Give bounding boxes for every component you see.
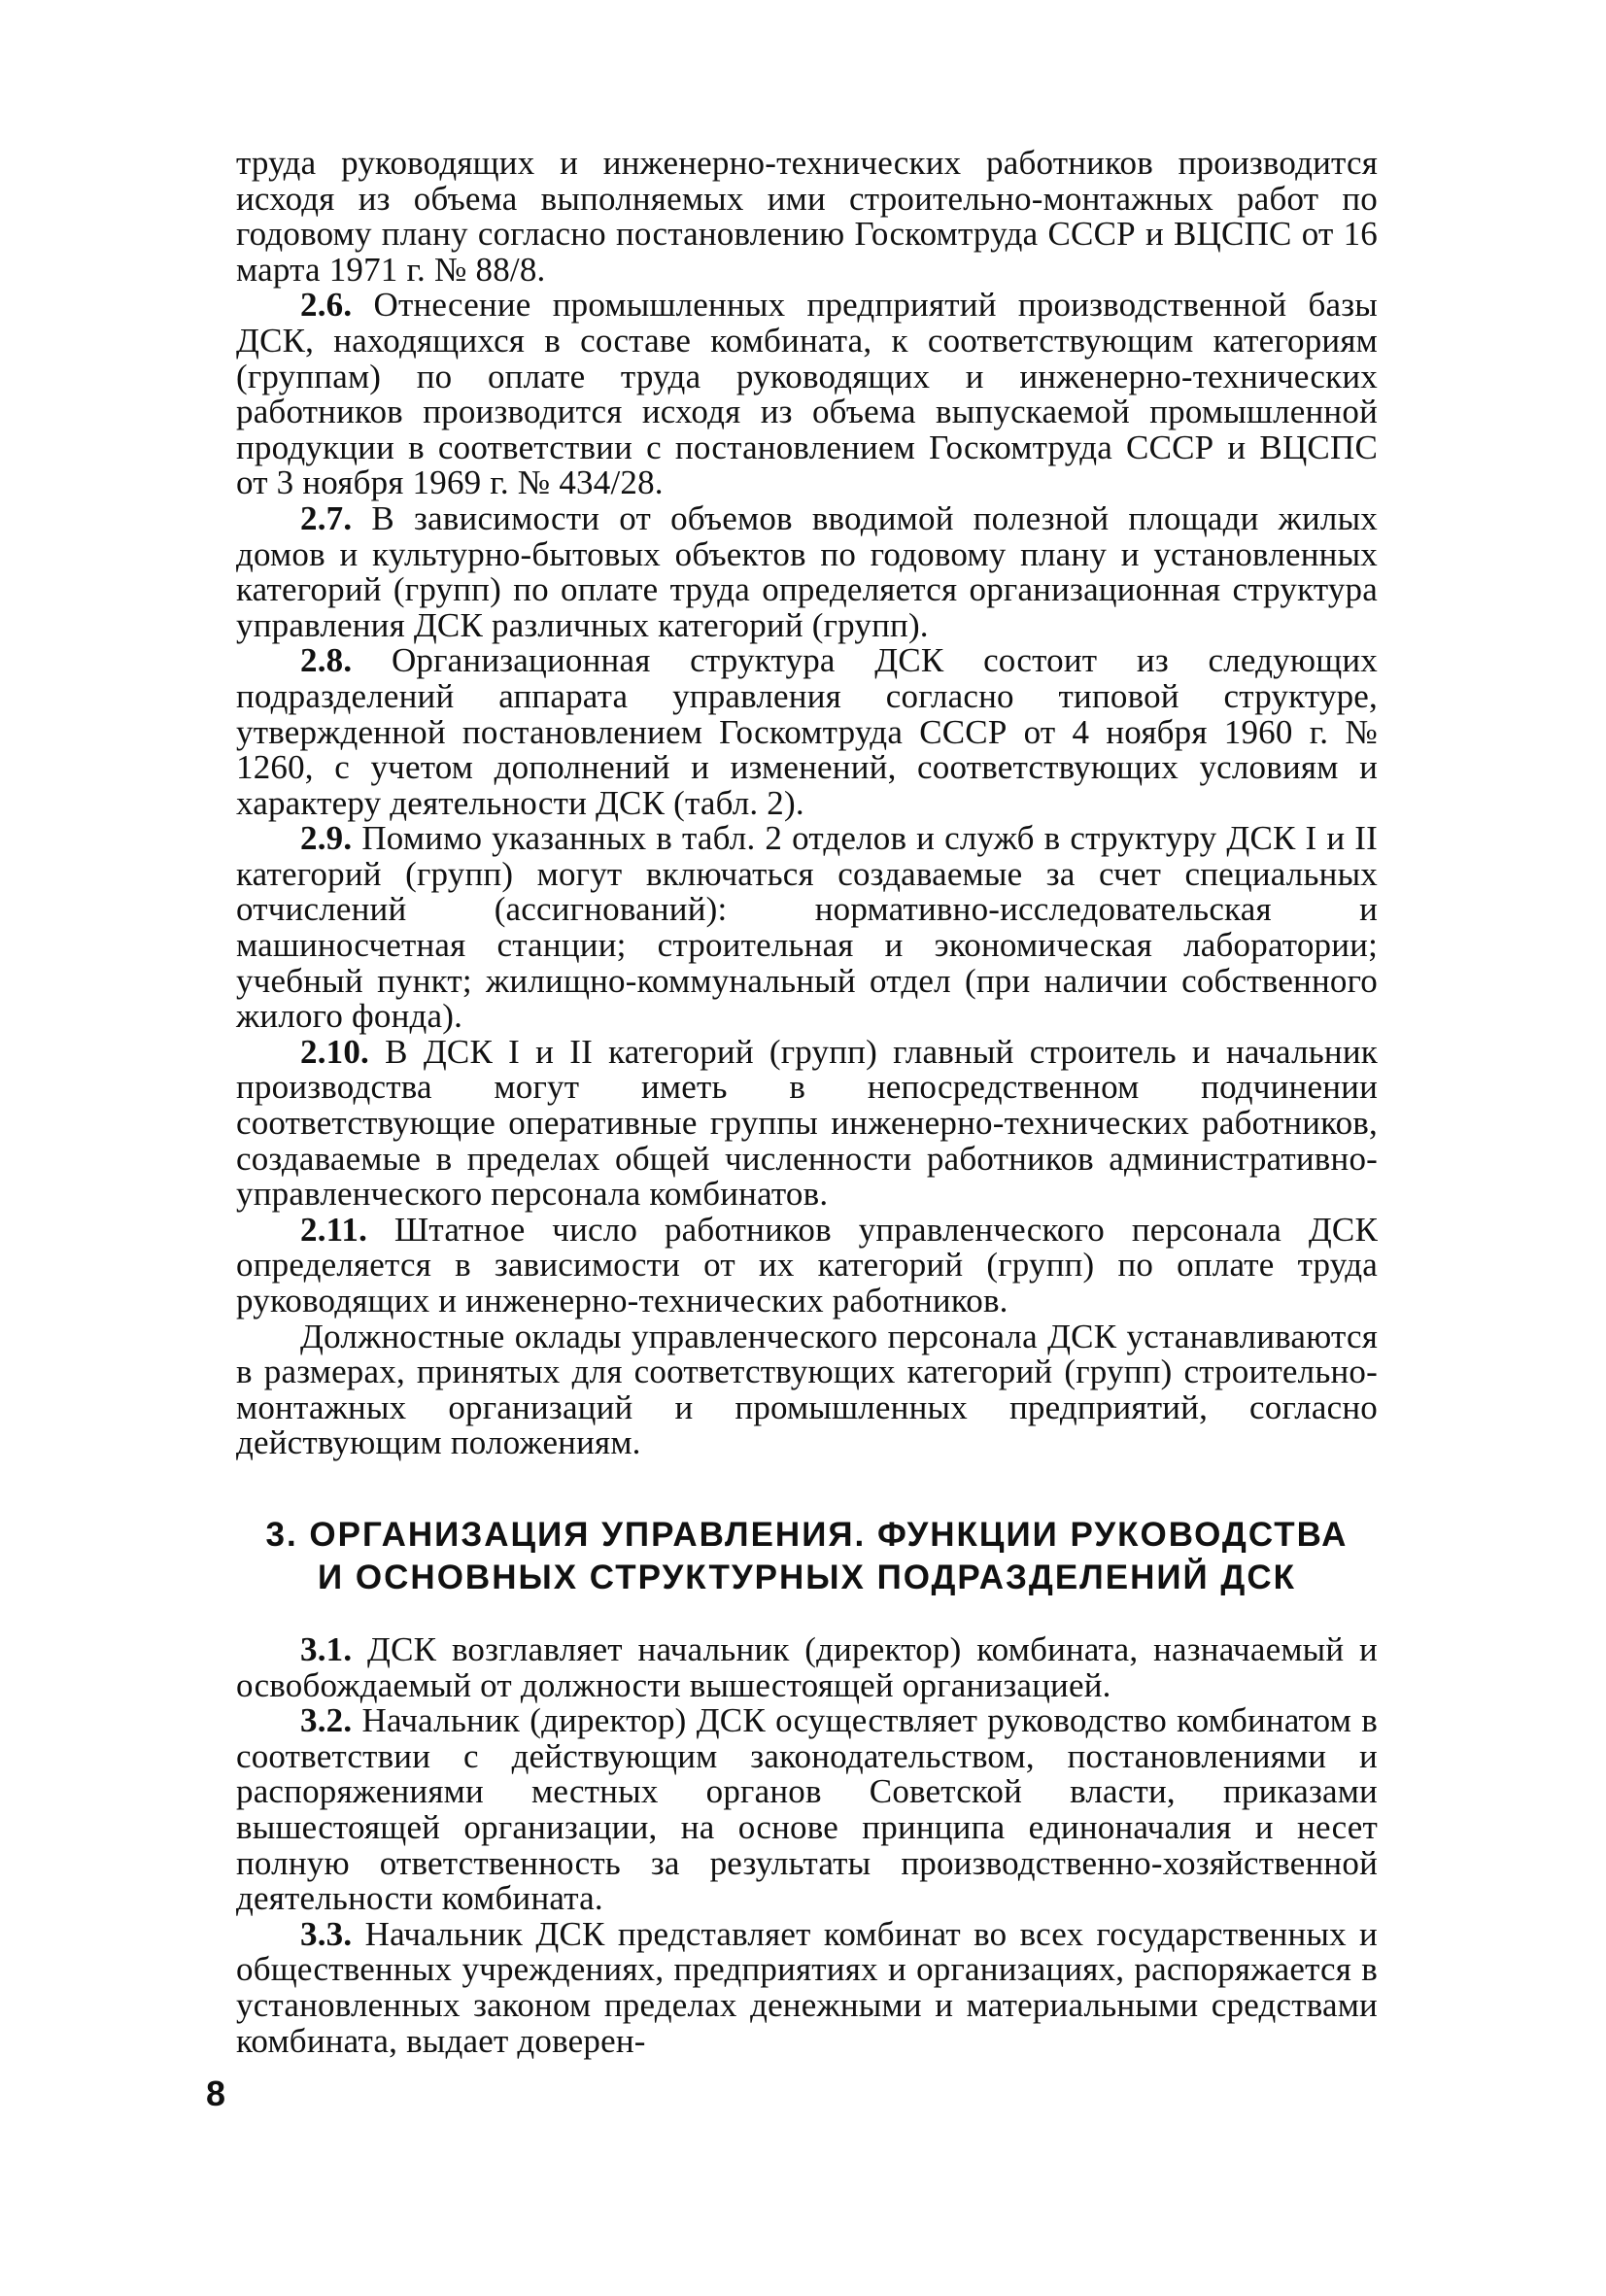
paragraph-number: 3.1.: [300, 1630, 353, 1668]
paragraph-number: 3.3.: [300, 1914, 353, 1953]
paragraph-3-1: [236, 1632, 1378, 1703]
paragraph-text: Начальник (директор) ДСК осуществляет руководство комбинатом в соответствии с действующим законодательством, постановлениями и распоряжениями местных органов Советской власти, приказами вышестоящей организации, на основе принципа единоначалия и несет полную ответственность за результаты производственно-хозяйственной деятельности комбината.: [236, 1701, 1378, 1918]
section-3-heading-line-2: И ОСНОВНЫХ СТРУКТУРНЫХ ПОДРАЗДЕЛЕНИЙ ДСК: [318, 1559, 1296, 1596]
paragraph-3-3: [236, 1914, 1378, 2060]
paragraph-2-5-continuation: [236, 146, 1378, 288]
paragraph-2-10: [236, 1032, 1378, 1214]
paragraph-salaries: [236, 1319, 1378, 1461]
paragraph-2-7: [236, 498, 1379, 644]
paragraph-text: Помимо указанных в табл. 2 отделов и служб в структуру ДСК I и II категорий (групп) могут включаться создаваемые за счет специальных отчислений (ассигнований): нормативно-исследовательская и машиносчетная станции; строительная и экономическая лаборатории; учебный пункт; жилищно-коммунальный отдел (при наличии собственного жилого фонда).: [236, 819, 1379, 1036]
paragraph-number: 2.8.: [300, 641, 353, 680]
paragraph-text: ДСК возглавляет начальник (директор) комбината, назначаемый и освобождаемый от должности вышестоящей организацией.: [236, 1630, 1378, 1704]
page-number: 8: [206, 2073, 226, 2113]
paragraph-text: Отнесение промышленных предприятий производственной базы ДСК, находящихся в составе комбината, к соответствующим категориям (группам) по оплате труда руководящих и инженерно-технических работников производится исходя из объема выпускаемой промышленной продукции в соответствии с постановлением Госкомтруда СССР и ВЦСПС от 3 ноября 1969 г. № 434/28.: [236, 286, 1378, 502]
paragraph-number: 3.2.: [300, 1701, 353, 1740]
paragraph-number: 2.6.: [300, 286, 353, 325]
section-3-heading: [236, 1514, 1378, 1599]
paragraph-2-11: [236, 1210, 1378, 1319]
paragraph-text: труда руководящих и инженерно-технических работников производится исходя из объема выполняемых ими строительно-монтажных работ по годовому плану согласно постановлению Госкомтруда СССР и ВЦСПС от 16 марта 1971 г. № 88/8.: [236, 144, 1378, 289]
paragraph-text: Должностные оклады управленческого персонала ДСК устанавливаются в размерах, принятых для соответствующих категорий (групп) строительно-монтажных организаций и промышленных предприятий, согласно действующим положениям.: [236, 1317, 1378, 1462]
paragraph-text: Организационная структура ДСК состоит из следующих подразделений аппарата управления согласно типовой структуре, утвержденной постановлением Госкомтруда СССР от 4 ноября 1960 г. № 1260, с учетом дополнений и изменений, соответствующих условиям и характеру деятельности ДСК (табл. 2).: [236, 641, 1378, 822]
paragraph-2-6: [236, 288, 1378, 501]
paragraph-text: В зависимости от объемов вводимой полезной площади жилых домов и культурно-бытовых объектов по годовому плану и установленных категорий (групп) по оплате труда определяется организационная структура управления ДСК различных категорий (групп).: [236, 498, 1379, 644]
section-3-heading-line-1: 3. ОРГАНИЗАЦИЯ УПРАВЛЕНИЯ. ФУНКЦИИ РУКОВОДСТВА: [265, 1516, 1349, 1554]
paragraph-number: 2.11.: [300, 1210, 368, 1249]
paragraph-text: Начальник ДСК представляет комбинат во всех государственных и общественных учреждениях, предприятиях и организациях, распоряжается в установленных законом пределах денежными и материальными средствами комбината, выдает доверен-: [236, 1914, 1378, 2060]
section-3-body: [236, 1632, 1378, 2059]
paragraph-text: В ДСК I и II категорий (групп) главный строитель и начальник производства могут иметь в непосредственном подчинении соответствующие оперативные группы инженерно-технических работников, создаваемые в пределах общей численности работников административно-управленческого персонала комбинатов.: [236, 1032, 1378, 1214]
paragraph-number: 2.10.: [300, 1032, 369, 1071]
paragraph-number: 2.9.: [300, 819, 353, 858]
section-2-continuation: [236, 146, 1378, 1461]
paragraph-2-8: [236, 643, 1378, 821]
paragraph-number: 2.7.: [300, 498, 353, 537]
paragraph-2-9: [236, 821, 1378, 1035]
paragraph-text: Штатное число работников управленческого персонала ДСК определяется в зависимости от их категорий (групп) по оплате труда руководящих и инженерно-технических работников.: [236, 1210, 1378, 1319]
paragraph-3-2: [236, 1703, 1378, 1917]
